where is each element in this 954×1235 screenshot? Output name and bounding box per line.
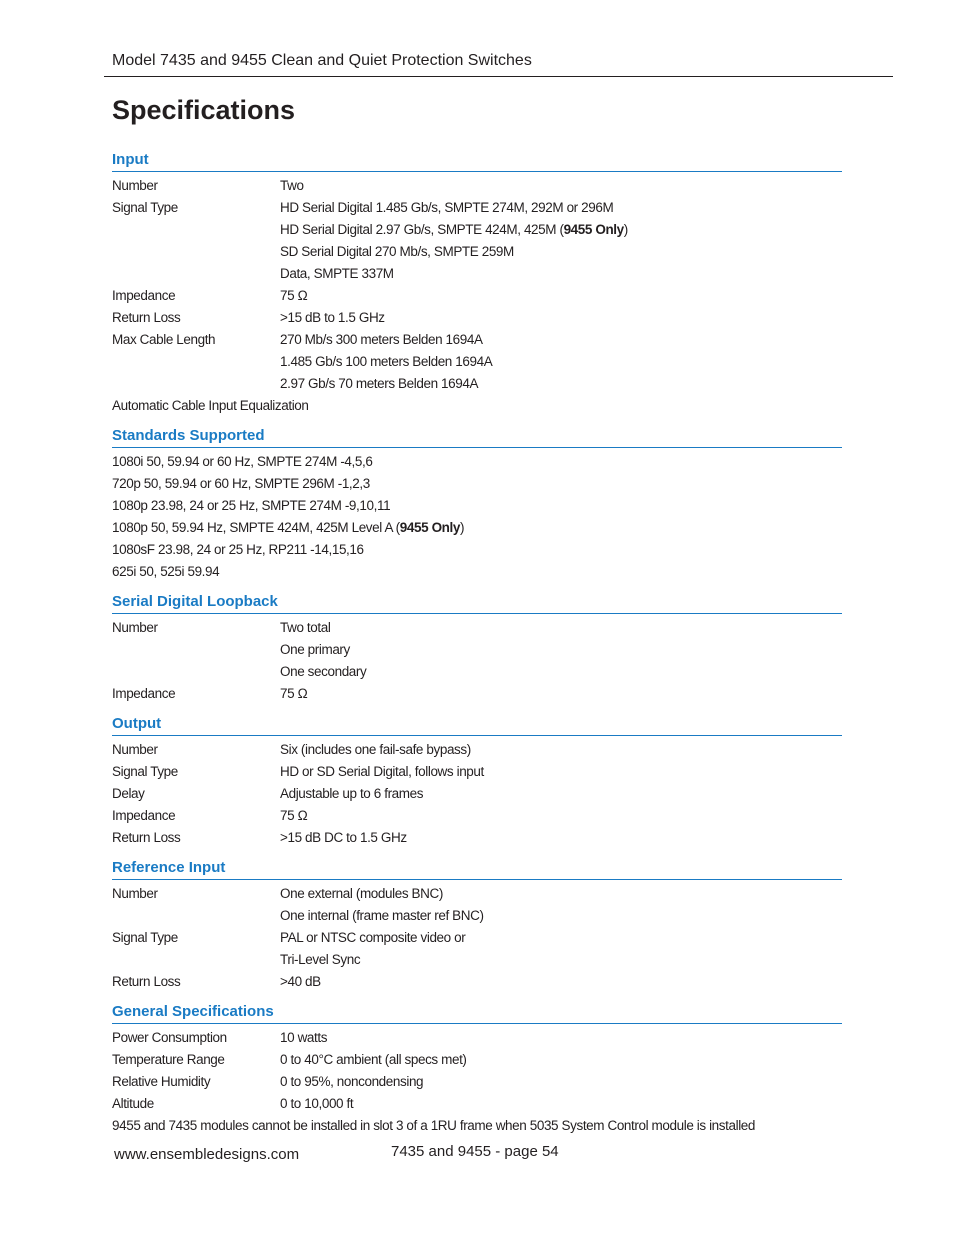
spec-label: Number <box>112 742 158 757</box>
section-heading-general: General Specifications <box>112 1002 842 1024</box>
spec-label: Number <box>112 178 158 193</box>
spec-value: One primary <box>280 642 350 657</box>
spec-value: 75 Ω <box>280 808 308 823</box>
spec-label: Power Consumption <box>112 1030 227 1045</box>
spec-value: 0 to 10,000 ft <box>280 1096 354 1111</box>
section-heading-loopback: Serial Digital Loopback <box>112 592 842 614</box>
spec-label: Signal Type <box>112 200 178 215</box>
spec-row <box>112 1049 842 1071</box>
spec-label: Number <box>112 620 158 635</box>
spec-row <box>112 263 842 285</box>
spec-row <box>112 197 842 219</box>
spec-row <box>112 329 842 351</box>
spec-label: Return Loss <box>112 974 181 989</box>
spec-note: 9455 and 7435 modules cannot be installed in slot 3 of a 1RU frame when 5035 System Control module is installed <box>112 1118 756 1133</box>
spec-content <box>112 150 842 1137</box>
spec-row <box>112 639 842 661</box>
page-title: Specifications <box>112 95 296 125</box>
spec-row <box>112 241 842 263</box>
spec-row <box>112 351 842 373</box>
spec-row <box>112 761 842 783</box>
standard-line: 720p 50, 59.94 or 60 Hz, SMPTE 296M -1,2,3 <box>112 476 370 491</box>
spec-label: Delay <box>112 786 145 801</box>
spec-row <box>112 949 842 971</box>
spec-value: Six (includes one fail-safe bypass) <box>280 742 471 757</box>
spec-label: Relative Humidity <box>112 1074 211 1089</box>
standard-line: 1080p 23.98, 24 or 25 Hz, SMPTE 274M -9,10,11 <box>112 498 391 513</box>
spec-label: Altitude <box>112 1096 154 1111</box>
spec-label: Signal Type <box>112 764 178 779</box>
spec-row <box>112 683 842 705</box>
spec-value: HD or SD Serial Digital, follows input <box>280 764 484 779</box>
spec-label: Impedance <box>112 686 176 701</box>
spec-value: HD Serial Digital 2.97 Gb/s, SMPTE 424M, 425M (9455 Only) <box>280 222 628 237</box>
spec-row <box>112 285 842 307</box>
spec-row <box>112 1071 842 1093</box>
spec-value: One external (modules BNC) <box>280 886 443 901</box>
spec-value: PAL or NTSC composite video or <box>280 930 466 945</box>
spec-value: >15 dB to 1.5 GHz <box>280 310 385 325</box>
spec-row <box>112 905 842 927</box>
standard-line: 625i 50, 525i 59.94 <box>112 564 220 579</box>
standard-line: 1080sF 23.98, 24 or 25 Hz, RP211 -14,15,16 <box>112 542 364 557</box>
spec-row <box>112 971 842 993</box>
spec-label: Return Loss <box>112 830 181 845</box>
model-note: 9455 Only <box>399 520 460 535</box>
spec-label: Impedance <box>112 288 176 303</box>
spec-value: SD Serial Digital 270 Mb/s, SMPTE 259M <box>280 244 514 259</box>
standard-line: 1080i 50, 59.94 or 60 Hz, SMPTE 274M -4,5,6 <box>112 454 373 469</box>
spec-row <box>112 373 842 395</box>
spec-row <box>112 739 842 761</box>
spec-row <box>112 783 842 805</box>
spec-row <box>112 175 842 197</box>
spec-value: 0 to 95%, noncondensing <box>280 1074 424 1089</box>
spec-value: Tri-Level Sync <box>280 952 361 967</box>
spec-value: >15 dB DC to 1.5 GHz <box>280 830 407 845</box>
section-heading-input: Input <box>112 150 842 172</box>
spec-note: Automatic Cable Input Equalization <box>112 398 309 413</box>
spec-value: 75 Ω <box>280 686 308 701</box>
section-heading-output: Output <box>112 714 842 736</box>
spec-label: Temperature Range <box>112 1052 225 1067</box>
standard-line: 1080p 50, 59.94 Hz, SMPTE 424M, 425M Level A (9455 Only) <box>112 520 465 535</box>
header-rule <box>104 76 893 77</box>
spec-value: Data, SMPTE 337M <box>280 266 394 281</box>
spec-label: Signal Type <box>112 930 178 945</box>
spec-row <box>112 883 842 905</box>
spec-label: Return Loss <box>112 310 181 325</box>
spec-value: Two <box>280 178 304 193</box>
footer-website: www.ensembledesigns.com <box>114 1146 300 1163</box>
footer-page-number: 7435 and 9455 - page 54 <box>391 1143 559 1160</box>
spec-row <box>112 661 842 683</box>
spec-value: One internal (frame master ref BNC) <box>280 908 484 923</box>
spec-label: Impedance <box>112 808 176 823</box>
spec-value: 1.485 Gb/s 100 meters Belden 1694A <box>280 354 493 369</box>
model-note: 9455 Only <box>563 222 624 237</box>
spec-value: 75 Ω <box>280 288 308 303</box>
spec-value: 10 watts <box>280 1030 328 1045</box>
spec-row <box>112 219 842 241</box>
running-header: Model 7435 and 9455 Clean and Quiet Protection Switches <box>112 52 532 69</box>
spec-row <box>112 1093 842 1115</box>
spec-value: HD Serial Digital 1.485 Gb/s, SMPTE 274M, 292M or 296M <box>280 200 614 215</box>
section-heading-reference: Reference Input <box>112 858 842 880</box>
spec-value: >40 dB <box>280 974 321 989</box>
spec-row <box>112 617 842 639</box>
spec-value: 2.97 Gb/s 70 meters Belden 1694A <box>280 376 479 391</box>
spec-value: Adjustable up to 6 frames <box>280 786 424 801</box>
spec-value: One secondary <box>280 664 367 679</box>
spec-label: Max Cable Length <box>112 332 216 347</box>
spec-value: Two total <box>280 620 331 635</box>
spec-row <box>112 827 842 849</box>
spec-row <box>112 927 842 949</box>
spec-row <box>112 307 842 329</box>
spec-row <box>112 805 842 827</box>
spec-row <box>112 1027 842 1049</box>
spec-value: 0 to 40°C ambient (all specs met) <box>280 1052 467 1067</box>
section-heading-standards: Standards Supported <box>112 426 842 448</box>
spec-value: 270 Mb/s 300 meters Belden 1694A <box>280 332 483 347</box>
spec-label: Number <box>112 886 158 901</box>
